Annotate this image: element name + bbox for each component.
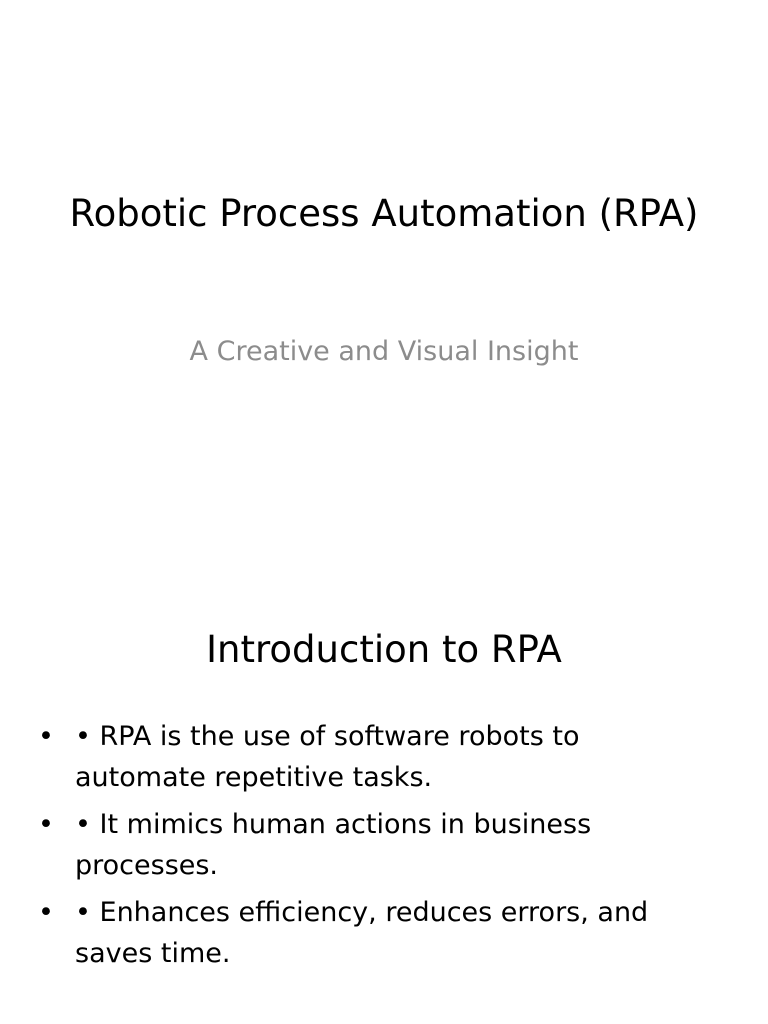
- intro-slide: [0, 576, 768, 1024]
- bullet-text: • Enhances efficiency, reduces errors, and saves time.: [75, 897, 649, 969]
- presentation-title: Robotic Process Automation (RPA): [69, 192, 699, 235]
- bullet-icon: •: [38, 809, 54, 840]
- bullet-list: [38, 716, 718, 980]
- list-item: [38, 804, 718, 886]
- bullet-icon: •: [38, 721, 54, 752]
- list-item: [38, 716, 718, 798]
- bullet-text: • RPA is the use of software robots to automate repetitive tasks.: [75, 721, 580, 793]
- slide-title: Introduction to RPA: [206, 628, 562, 671]
- list-item: [38, 892, 718, 974]
- bullet-icon: •: [38, 897, 54, 928]
- presentation-subtitle: A Creative and Visual Insight: [189, 336, 579, 367]
- bullet-text: • It mimics human actions in business processes.: [75, 809, 592, 881]
